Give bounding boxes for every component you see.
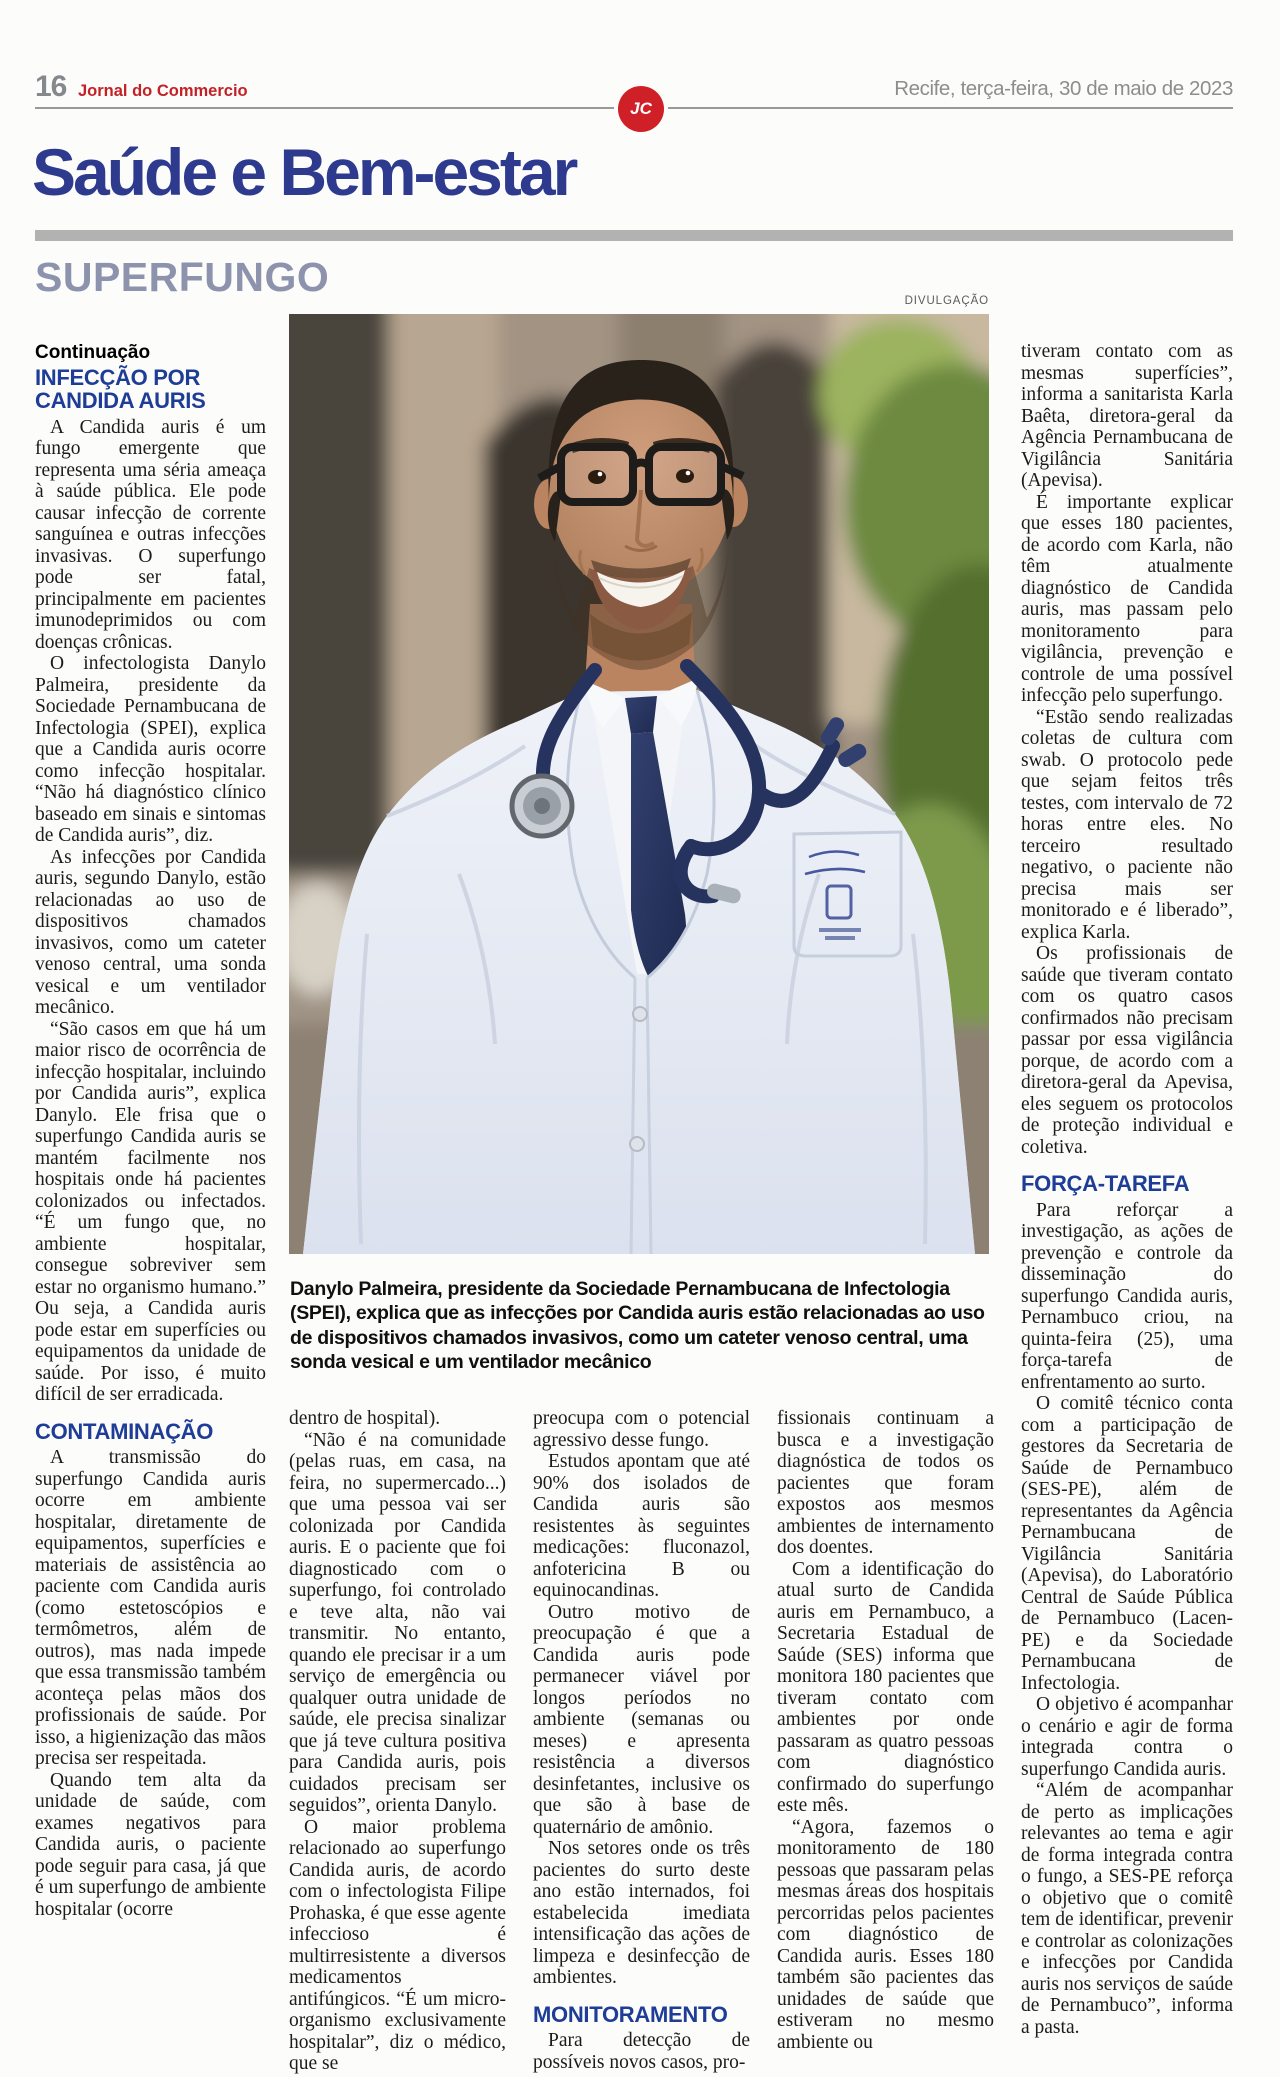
subheading-contaminacao: CONTAMINAÇÃO [35,1418,214,1444]
article-column-a [289,1408,506,2075]
photo-credit: DIVULGAÇÃO [904,295,989,307]
article-paragraph: Outro motivo de preocupação é que a Candida auris pode permanecer viável por longos períodos no ambiente (semanas ou meses) e apresenta resistência a diversos desinfetantes, inclusive os que são à base de quaternário de amônio. [533,1601,750,1838]
article-paragraph-continuation: preocupa com o potencial agressivo desse fungo. [533,1408,750,1451]
newspaper-name: Jornal do Commercio [78,82,248,100]
doctor-portrait-photo [289,314,989,1254]
article-paragraph: “Não é na comunidade (pelas ruas, em casa, na feira, no supermercado...) que uma pessoa vai ser colonizada por Candida auris. E o paciente que foi diagnosticado com o superfungo, foi controlado e teve alta, não vai transmitir. No entanto, quando ele precisar ir a um serviço de emergência ou qualquer outra unidade de saúde, ele precisa sinalizar que já teve cultura positiva para Candida auris, pois cuidados precisam ser seguidos”, orienta Danylo. [289,1429,506,1816]
article-paragraph: “Além de acompanhar de perto as implicações relevantes ao tema e agir de forma integrada contra o fungo, a SES-PE reforça o objetivo que o comitê tem de identificar, prevenir e controlar as colonizações e infecções por Candida auris nos serviços de saúde de Pernambuco”, informa a pasta. [1021,1780,1233,2038]
doctor-portrait-illustration [289,314,989,1254]
article-paragraph-continuation: dentro de hospital). [289,1408,441,1429]
article-paragraph: A Candida auris é um fungo emergente que representa uma séria ameaça à saúde pública. Ele pode causar infecção de corrente sanguínea e outras infecções invasivas. O superfungo pode ser fatal, principalmente em pacientes imunodeprimidos ou com doenças crônicas. [35,416,266,653]
article-paragraph: “Agora, fazemos o monitoramento de 180 pessoas que passaram pelas mesmas áreas dos hospitais percorridas pelos pacientes com diagnóstico de Candida auris. Esses 180 também são pacientes das unidades de saúde que estiveram no mesmo ambiente ou [777,1816,994,2053]
subheading-monitoramento: MONITORAMENTO [533,2001,728,2027]
article-column-c [777,1408,994,2053]
article-paragraph-continuation: tiveram contato com as mesmas superfícies”, informa a sanitarista Karla Baêta, diretora-geral da Agência Pernambucana de Vigilância Sanitária (Apevisa). [1021,341,1233,491]
section-title: Saúde e Bem-estar [32,135,576,209]
jc-logo-icon [618,86,664,132]
article-paragraph: É importante explicar que esses 180 pacientes, de acordo com Karla, não têm atualmente diagnóstico de Candida auris, mas passam pelo monitoramento para vigilância, prevenção e controle de uma possível infecção pelo superfungo. [1021,491,1233,706]
continuation-label: Continuação [35,342,151,363]
article-paragraph: “São casos em que há um maior risco de ocorrência de infecção hospitalar, incluindo por Candida auris”, explica Danylo. Ele frisa que o superfungo Candida auris se mantém facilmente nos hospitais onde há pacientes colonizados ou infectados. “É um fungo que, no ambiente hospitalar, consegue sobreviver sem estar no organismo humano.” Ou seja, a Candida auris pode estar em superfícies ou equipamentos da unidade de saúde. Por isso, é muito difícil de ser erradicada. [35,1018,266,1405]
article-paragraph: Com a identificação do atual surto de Candida auris em Pernambuco, a Secretaria Estadual de Saúde (SES) informa que monitora 180 pacientes que tiveram contato com ambientes por onde passaram as quatro pessoas com diagnóstico confirmado do superfungo este mês. [777,1558,994,1816]
subheading-forca-tarefa: FORÇA-TAREFA [1021,1171,1190,1196]
article-paragraph: “Estão sendo realizadas coletas de cultura com swab. O protocolo pede que sejam feitos três testes, com intervalo de 72 horas entre eles. No terceiro resultado negativo, o paciente não precisa mais ser monitorado e é liberado”, explica Karla. [1021,706,1233,943]
article-paragraph: O objetivo é acompanhar o cenário e agir de forma integrada contra o superfungo Candida auris. [1021,1694,1233,1780]
article-column-left [35,342,266,1920]
jc-logo-text: JC [630,99,652,118]
article-paragraph: O maior problema relacionado ao superfungo Candida auris, de acordo com o infectologista Filipe Prohaska, é que esse agente infeccioso é multirresistente a diversos medicamentos antifúngicos. “É um micro-organismo exclusivamente hospitalar”, diz o médico, que se [289,1816,506,2074]
article-column-right [1021,341,1233,2038]
article-column-b [533,1408,750,2073]
photo-caption: Danylo Palmeira, presidente da Sociedade Pernambucana de Infectologia (SPEI), explica que as infecções por Candida auris estão relacionadas ao uso de dispositivos chamados invasivos, como um cateter venoso central, uma sonda vesical e um ventilador mecânico [290,1277,985,1373]
article-paragraph: As infecções por Candida auris, segundo Danylo, estão relacionadas ao uso de dispositivos chamados invasivos, como um cateter venoso central, uma sonda vesical e um ventilador mecânico. [35,846,266,1018]
article-paragraph-continuation: fissionais continuam a busca e a investigação diagnóstica de todos os pacientes que foram expostos aos mesmos ambientes de internamento dos doentes. [777,1408,994,1558]
section-divider-bar [35,230,1233,241]
article-paragraph: O infectologista Danylo Palmeira, presidente da Sociedade Pernambucana de Infectologia (SPEI), explica que a Candida auris ocorre como infecção hospitalar. “Não há diagnóstico clínico baseado em sinais e sintomas de Candida auris”, diz. [35,653,266,846]
article-paragraph: Estudos apontam que até 90% dos isolados de Candida auris são resistentes às seguintes medicações: fluconazol, anfotericina B ou equinocandinas. [533,1451,750,1601]
subheading-infeccao: INFECÇÃO POR CANDIDA AURIS [35,364,206,413]
article-paragraph: Para detecção de possíveis novos casos, pro- [533,2030,750,2073]
article-paragraph: Para reforçar a investigação, as ações de prevenção e controle da disseminação do superfungo Candida auris, Pernambuco criou, na quinta-feira (25), uma força-tarefa de enfrentamento ao surto. [1021,1199,1233,1393]
article-paragraph: O comitê técnico conta com a participação de gestores da Secretaria de Saúde de Pernambuco (SES-PE), além de representantes da Agência Pernambucana de Vigilância Sanitária (Apevisa), do Laboratório Central de Saúde Pública de Pernambuco (Lacen-PE) e da Sociedade Pernambucana de Infectologia. [1021,1393,1233,1694]
article-kicker: SUPERFUNGO [35,254,330,300]
article-paragraph: Nos setores onde os três pacientes do surto deste ano estão internados, foi estabelecida imediata intensificação das ações de limpeza e desinfecção de ambientes. [533,1838,750,1988]
dateline: Recife, terça-feira, 30 de maio de 2023 [894,77,1233,100]
article-paragraph: A transmissão do superfungo Candida auris ocorre em ambiente hospitalar, diretamente de equipamentos, superfícies e materiais de assistência ao paciente com Candida auris (como estetoscópios e termômetros, além de outros), mas nada impede que essa transmissão também aconteça pelas mãos dos profissionais de saúde. Por isso, a higienização das mãos precisa ser respeitada. [35,1447,266,1769]
article-paragraph: Os profissionais de saúde que tiveram contato com os quatro casos confirmados não precisam passar por essa vigilância porque, de acordo com a diretora-geral da Apevisa, eles seguem os protocolos de proteção individual e coletiva. [1021,943,1233,1158]
page-number: 16 [35,70,67,103]
article-paragraph: Quando tem alta da unidade de saúde, com exames negativos para Candida auris, o paciente pode seguir para casa, já que é um superfungo de ambiente hospitalar (ocorre [35,1769,266,1920]
